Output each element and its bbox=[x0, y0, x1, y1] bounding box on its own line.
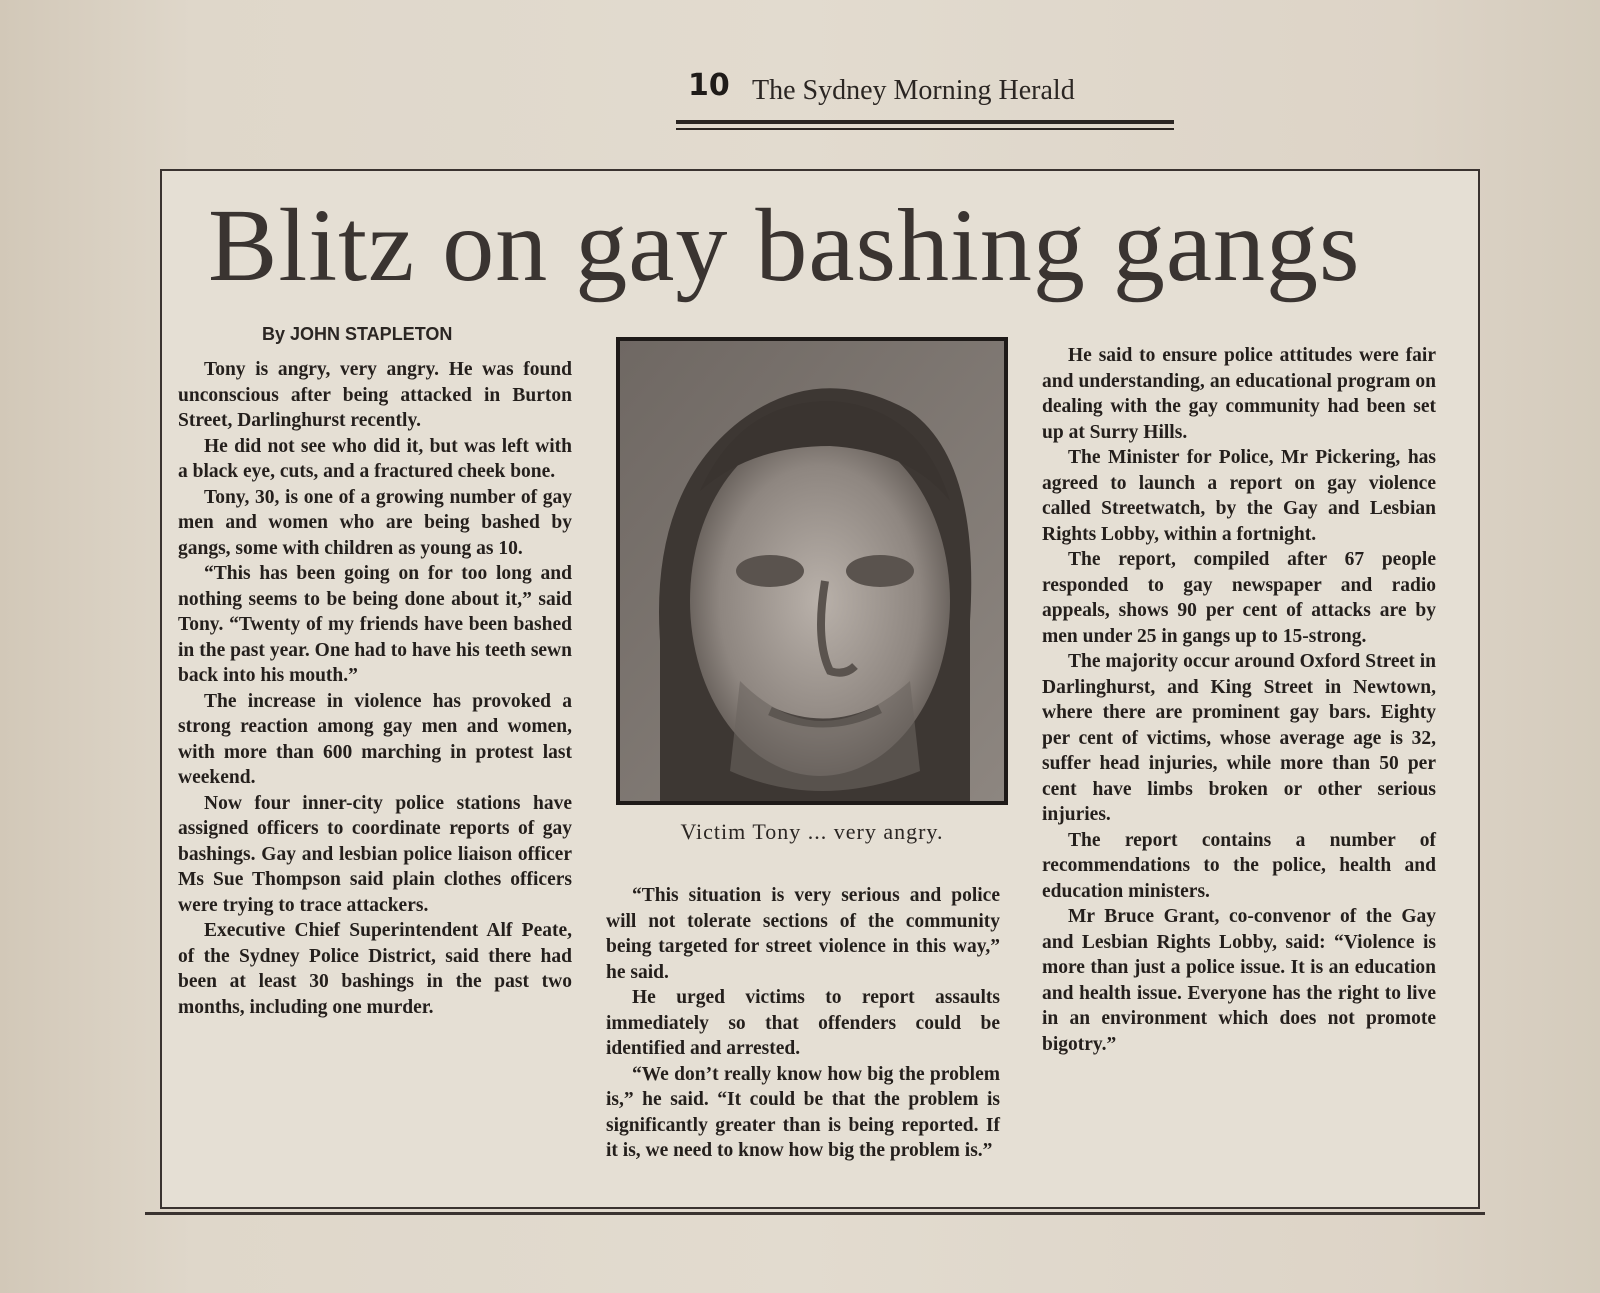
article-column-3 bbox=[1042, 343, 1436, 1057]
masthead-rule bbox=[676, 120, 1174, 124]
paragraph: “We don’t really know how big the problem is,” he said. “It could be that the problem is significantly greater than is being reported. If it is, we need to know how big the problem is.” bbox=[606, 1063, 1000, 1161]
paragraph: Tony, 30, is one of a growing number of gay men and women who are being bashed by gangs, some with children as young as 10. bbox=[178, 486, 572, 559]
paragraph: Now four inner-city police stations have assigned officers to coordinate reports of gay bashings. Gay and lesbian police liaison officer Ms Sue Thompson said plain clothes officers were trying to trace attackers. bbox=[178, 792, 572, 916]
paragraph: The Minister for Police, Mr Pickering, has agreed to launch a report on gay violence called Streetwatch, by the Gay and Lesbian Rights Lobby, within a fortnight. bbox=[1042, 447, 1436, 545]
paragraph: “This has been going on for too long and nothing seems to be being done about it,” said Tony. “Twenty of my friends have been bashed in the past year. One had to have his teeth sewn back into his mouth.” bbox=[178, 563, 572, 686]
page-number: 10 bbox=[688, 68, 730, 103]
headline: Blitz on gay bashing gangs bbox=[208, 188, 1361, 303]
article-clipping bbox=[160, 169, 1480, 1209]
bottom-rule bbox=[145, 1212, 1485, 1215]
paragraph: The majority occur around Oxford Street in Darlinghurst, and King Street in Newtown, where there are prominent gay bars. Eighty per cent of victims, whose average age is 32, suffer head injuries, while more than 50 per cent have limbs broken or other serious injuries. bbox=[1042, 651, 1436, 825]
paragraph: Tony is angry, very angry. He was found unconscious after being attacked in Burton Street, Darlinghurst recently. bbox=[178, 359, 572, 431]
photo-caption: Victim Tony ... very angry. bbox=[680, 819, 944, 844]
paragraph: The report, compiled after 67 people responded to gay newspaper and radio appeals, shows 90 per cent of attacks are by men under 25 in gangs up to 15-strong. bbox=[1042, 549, 1436, 647]
paragraph: “This situation is very serious and police will not tolerate sections of the community being targeted for street violence in this way,” he said. bbox=[606, 885, 1000, 983]
paragraph: He said to ensure police attitudes were fair and understanding, an educational program on dealing with the gay community had been set up at Surry Hills. bbox=[1042, 345, 1436, 443]
paragraph: The increase in violence has provoked a strong reaction among gay men and women, with more than 600 marching in protest last weekend. bbox=[178, 690, 572, 788]
article-column-1 bbox=[178, 357, 572, 1020]
paragraph: Executive Chief Superintendent Alf Peate, of the Sydney Police District, said there had been at least 30 bashings in the past two months, including one murder. bbox=[178, 920, 572, 1018]
masthead bbox=[674, 66, 1174, 116]
article-column-2 bbox=[606, 883, 1000, 1164]
victim-photo bbox=[616, 337, 1008, 805]
portrait-image bbox=[620, 341, 1004, 801]
paragraph: He did not see who did it, but was left with a black eye, cuts, and a fractured cheek bone. bbox=[178, 435, 572, 482]
byline: By JOHN STAPLETON bbox=[262, 324, 453, 344]
paragraph: He urged victims to report assaults immediately so that offenders could be identified and arrested. bbox=[606, 987, 1000, 1059]
paragraph: The report contains a number of recommendations to the police, health and education ministers. bbox=[1042, 829, 1436, 902]
newspaper-name: The Sydney Morning Herald bbox=[752, 75, 1075, 106]
paragraph: Mr Bruce Grant, co-convenor of the Gay and Lesbian Rights Lobby, said: “Violence is more than just a police issue. It is an education and health issue. Everyone has the right to live in an environment which does not promote bigotry.” bbox=[1042, 906, 1436, 1055]
masthead-rule-thin bbox=[676, 128, 1174, 130]
